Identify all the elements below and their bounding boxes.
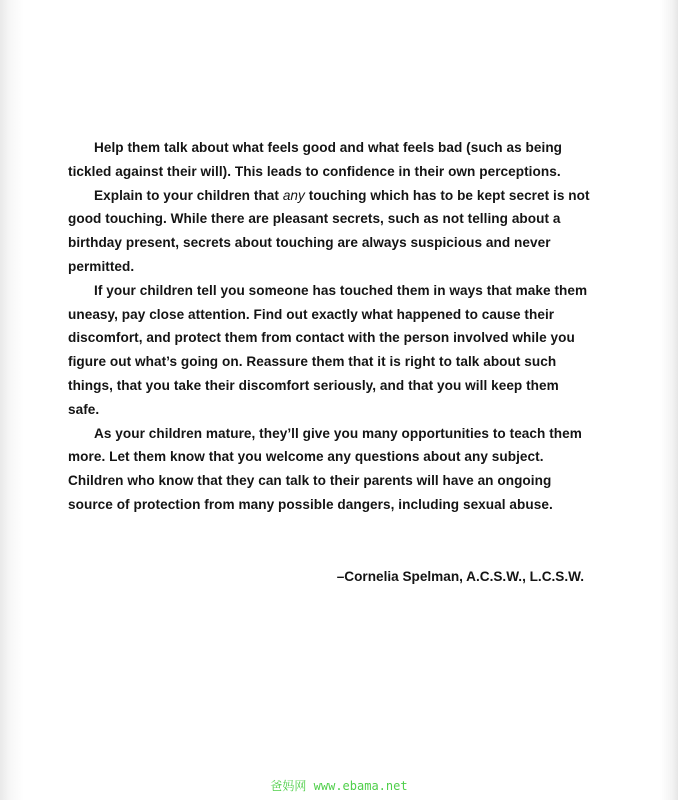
paragraph-secret-touching — [68, 184, 593, 279]
author-attribution: –Cornelia Spelman, A.C.S.W., L.C.S.W. — [336, 569, 584, 584]
emphasis-any: any — [282, 187, 305, 203]
paragraph-children-mature: As your children mature, they’ll give you many opportunities to teach them more. Let them know that you welcome any questions about any subject. Children who know that they can talk to their parents will have an ongoing source of protection from many possible dangers, including sexual abuse. — [68, 425, 582, 512]
site-watermark: 爸妈网 www.ebama.net — [270, 779, 408, 793]
paragraph-pay-attention: If your children tell you someone has touched them in ways that make them uneasy, pay close attention. Find out exactly what happened to cause their discomfort, and protect them from contact with the person involved while you figure out what’s going on. Reassure them that it is right to talk about such things, that you take their discomfort seriously, and that you will keep them safe. — [68, 282, 588, 417]
paragraph-talk-feelings: Help them talk about what feels good and what feels bad (such as being tickled against their will). This leads to confidence in their own perceptions. — [68, 140, 563, 179]
body-text — [68, 136, 593, 517]
paragraph-secret-touching-start: Explain to your children that — [94, 187, 283, 203]
paragraph-secret-touching-end: touching which has to be kept secret is not good touching. While there are pleasant secrets, such as not telling about a birthday present, secrets about touching are always suspicious and never permitted. — [68, 187, 590, 274]
